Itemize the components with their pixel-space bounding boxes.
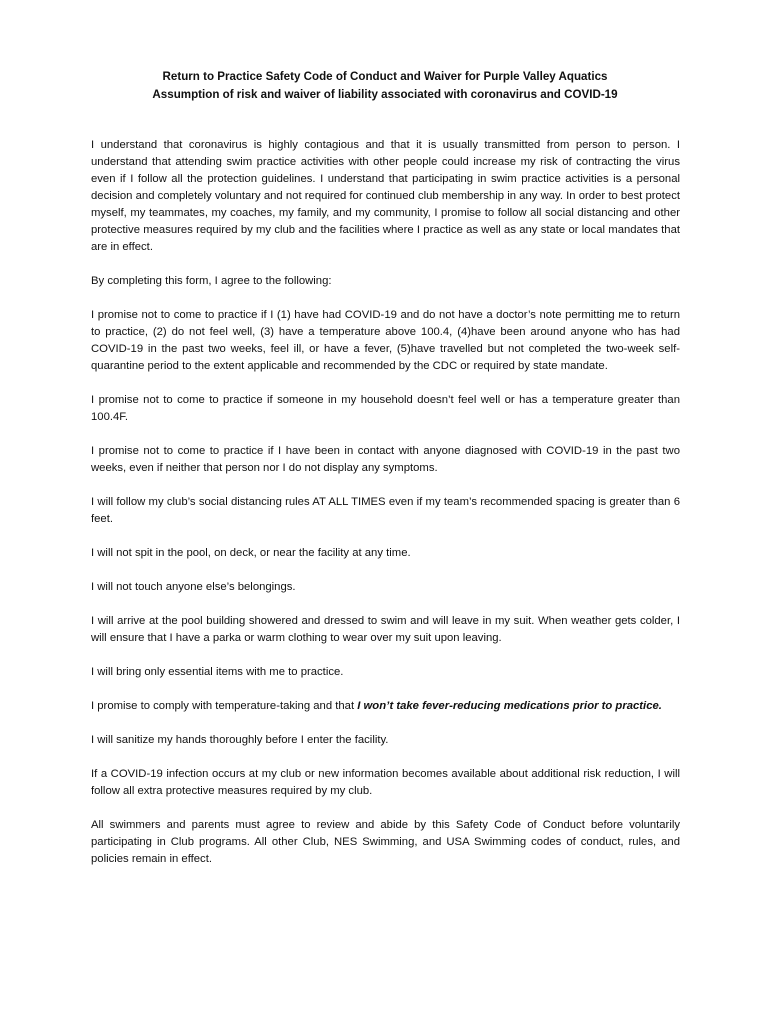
paragraph-acknowledgement: I understand that coronavirus is highly contagious and that it is usually transmitted from person to person. I understand that attending swim practice activities with other people could increase my risk of contracting the virus even if I follow all the protection guidelines. I understand that participating in swim practice activities is a personal decision and completely voluntary and not required for continued club membership in any way. In order to best protect myself, my teammates, my coaches, my family, and my community, I promise to follow all social distancing and other protective measures required by my club and the facilities where I practice as well as any state or local mandates that are in effect. [91,139,680,253]
paragraph-essentials: I will bring only essential items with me to practice. [91,666,344,678]
document-header [0,68,770,104]
paragraph-arrival: I will arrive at the pool building showered and dressed to swim and will leave in my suit. When weather gets colder, I will ensure that I have a parka or warm clothing to wear over my suit upon leaving. [91,615,680,644]
paragraph-sanitize: I will sanitize my hands thoroughly before I enter the facility. [91,734,389,746]
document-title: Return to Practice Safety Code of Conduct and Waiver for Purple Valley Aquatics [162,70,608,83]
paragraph-distancing: I will follow my club’s social distancing rules AT ALL TIMES even if my team’s recommended spacing is greater than 6 feet. [91,496,680,525]
paragraph-temperature [91,698,680,715]
paragraph-belongings: I will not touch anyone else’s belongings. [91,581,296,593]
document-subtitle: Assumption of risk and waiver of liability associated with coronavirus and COVID-19 [152,88,618,101]
paragraph-agreement-intro: By completing this form, I agree to the following: [91,275,332,287]
temperature-lead-text: I promise to comply with temperature-taking and that [91,700,358,712]
document-body [91,137,680,885]
paragraph-infection: If a COVID-19 infection occurs at my club or new information becomes available about additional risk reduction, I will follow all extra protective measures required by my club. [91,768,680,797]
paragraph-contact: I promise not to come to practice if I have been in contact with anyone diagnosed with COVID-19 in the past two weeks, even if neither that person nor I do not display any symptoms. [91,445,680,474]
paragraph-closing: All swimmers and parents must agree to review and abide by this Safety Code of Conduct before voluntarily participating in Club programs. All other Club, NES Swimming, and USA Swimming codes of conduct, rules, and policies remain in effect. [91,819,680,865]
paragraph-household: I promise not to come to practice if someone in my household doesn’t feel well or has a temperature greater than 100.4F. [91,394,680,423]
paragraph-covid-conditions: I promise not to come to practice if I (1) have had COVID-19 and do not have a doctor’s note permitting me to return to practice, (2) do not feel well, (3) have a temperature above 100.4, (4)have been around anyone who has had COVID-19 in the past two weeks, feel ill, or have a fever, (5)have travelled but not completed the two-week self-quarantine period to the extent applicable and recommended by the CDC or required by state mandate. [91,309,680,372]
temperature-emphasis-text: I won’t take fever-reducing medications prior to practice. [357,700,662,712]
paragraph-spitting: I will not spit in the pool, on deck, or near the facility at any time. [91,547,411,559]
